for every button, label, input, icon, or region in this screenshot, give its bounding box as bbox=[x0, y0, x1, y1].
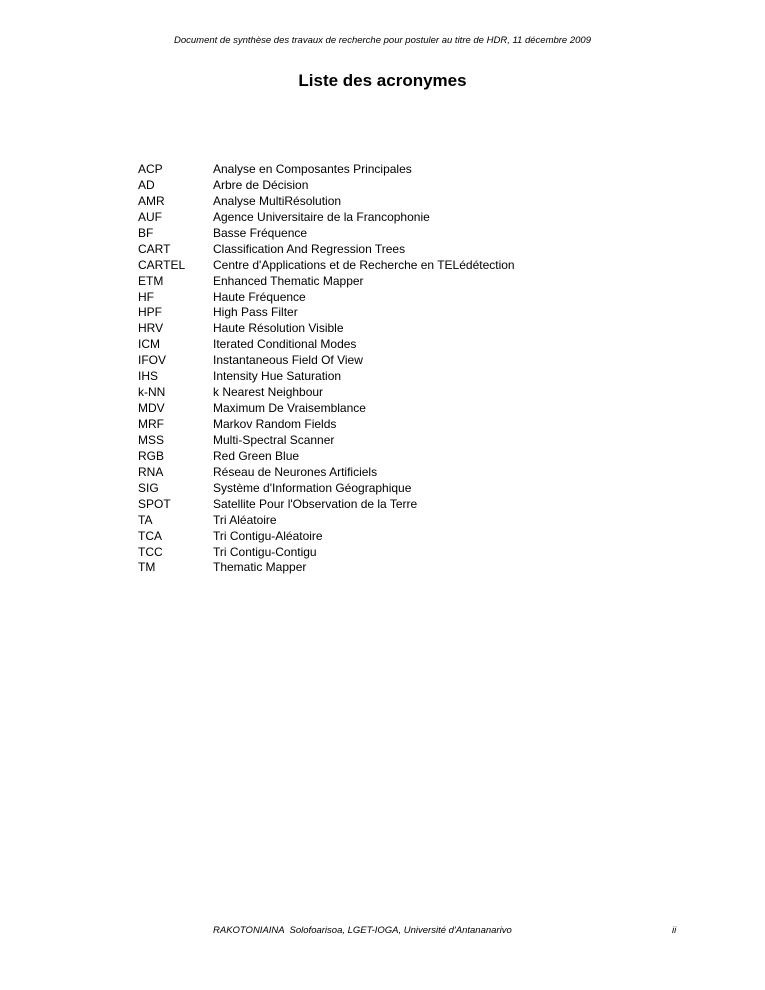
acronym-abbreviation: k-NN bbox=[138, 385, 166, 400]
acronym-abbreviation: RGB bbox=[138, 448, 165, 463]
acronym-definition: Haute Fréquence bbox=[213, 289, 306, 304]
footer-page-number: ii bbox=[672, 925, 677, 936]
acronym-abbreviation: CART bbox=[138, 241, 171, 256]
acronym-abbreviation: IHS bbox=[138, 369, 159, 384]
acronym-definition: Satellite Pour l'Observation de la Terre bbox=[213, 496, 418, 511]
acronym-row bbox=[138, 162, 698, 178]
page-footer bbox=[0, 925, 765, 939]
acronym-definition: Système d'Information Géographique bbox=[213, 480, 412, 495]
acronym-row bbox=[138, 465, 698, 481]
acronym-row bbox=[138, 529, 698, 545]
acronym-row bbox=[138, 274, 698, 290]
acronym-definition: Agence Universitaire de la Francophonie bbox=[213, 209, 430, 224]
acronym-abbreviation: HRV bbox=[138, 321, 164, 336]
acronym-definition: Réseau de Neurones Artificiels bbox=[213, 464, 378, 479]
acronym-abbreviation: HPF bbox=[138, 305, 162, 320]
acronym-definition: Classification And Regression Trees bbox=[213, 241, 406, 256]
acronym-row bbox=[138, 433, 698, 449]
acronym-row bbox=[138, 353, 698, 369]
acronym-row bbox=[138, 242, 698, 258]
acronym-definition: High Pass Filter bbox=[213, 305, 298, 320]
acronym-abbreviation: ACP bbox=[138, 162, 163, 176]
acronym-definition: Analyse en Composantes Principales bbox=[213, 162, 412, 176]
acronym-row bbox=[138, 369, 698, 385]
acronym-definition: Tri Contigu-Contigu bbox=[213, 544, 317, 559]
acronym-definition: Maximum De Vraisemblance bbox=[213, 401, 366, 416]
acronym-abbreviation: TCC bbox=[138, 544, 163, 559]
acronym-abbreviation: MRF bbox=[138, 417, 164, 431]
acronym-row bbox=[138, 226, 698, 242]
acronym-row bbox=[138, 258, 698, 274]
acronym-row bbox=[138, 481, 698, 497]
acronym-abbreviation: IFOV bbox=[138, 353, 167, 368]
acronym-definition: Centre d'Applications et de Recherche en TELédétection bbox=[213, 257, 515, 272]
acronym-abbreviation: MSS bbox=[138, 432, 165, 447]
acronym-row bbox=[138, 497, 698, 513]
acronym-abbreviation: HF bbox=[138, 289, 154, 304]
acronym-row bbox=[138, 513, 698, 529]
acronym-list bbox=[138, 162, 698, 576]
page-header: Document de synthèse des travaux de recherche pour postuler au titre de HDR, 11 décembre 2009 bbox=[173, 35, 591, 46]
acronym-abbreviation: SIG bbox=[138, 480, 159, 495]
acronym-definition: Iterated Conditional Modes bbox=[213, 337, 357, 352]
acronym-abbreviation: SPOT bbox=[138, 496, 171, 511]
acronym-row bbox=[138, 449, 698, 465]
acronym-abbreviation: ICM bbox=[138, 337, 160, 352]
page-title: Liste des acronymes bbox=[298, 71, 467, 90]
acronym-row bbox=[138, 417, 698, 433]
acronym-row bbox=[138, 194, 698, 210]
acronym-abbreviation: AUF bbox=[138, 209, 162, 224]
acronym-definition: Basse Fréquence bbox=[213, 225, 308, 240]
acronym-definition: k Nearest Neighbour bbox=[213, 385, 324, 400]
acronym-abbreviation: CARTEL bbox=[138, 257, 186, 272]
acronym-definition: Arbre de Décision bbox=[213, 177, 309, 192]
acronym-definition: Markov Random Fields bbox=[213, 417, 337, 431]
acronym-row bbox=[138, 210, 698, 226]
acronym-definition: Instantaneous Field Of View bbox=[213, 353, 363, 368]
acronym-abbreviation: AD bbox=[138, 177, 155, 192]
acronym-definition: Tri Aléatoire bbox=[213, 512, 277, 527]
acronym-definition: Red Green Blue bbox=[213, 448, 300, 463]
acronym-abbreviation: MDV bbox=[138, 401, 165, 416]
acronym-abbreviation: TCA bbox=[138, 528, 162, 543]
acronym-row bbox=[138, 337, 698, 353]
acronym-abbreviation: ETM bbox=[138, 273, 164, 288]
acronym-abbreviation: TA bbox=[138, 512, 153, 527]
acronym-row bbox=[138, 290, 698, 306]
acronym-abbreviation: RNA bbox=[138, 464, 164, 479]
acronym-row bbox=[138, 560, 698, 576]
acronym-definition: Thematic Mapper bbox=[213, 560, 307, 575]
acronym-definition: Enhanced Thematic Mapper bbox=[213, 273, 364, 288]
acronym-row bbox=[138, 385, 698, 401]
acronym-abbreviation: BF bbox=[138, 225, 154, 240]
acronym-row bbox=[138, 305, 698, 321]
acronym-definition: Haute Résolution Visible bbox=[213, 321, 344, 336]
acronym-definition: Intensity Hue Saturation bbox=[213, 369, 342, 384]
footer-author: RAKOTONIAINA Solofoarisoa, LGET-IOGA, Université d'Antananarivo bbox=[213, 925, 512, 936]
acronym-definition: Analyse MultiRésolution bbox=[213, 193, 342, 208]
acronym-abbreviation: AMR bbox=[138, 193, 165, 208]
acronym-definition: Tri Contigu-Aléatoire bbox=[213, 528, 323, 543]
acronym-row bbox=[138, 178, 698, 194]
acronym-row bbox=[138, 401, 698, 417]
acronym-abbreviation: TM bbox=[138, 560, 156, 575]
acronym-row bbox=[138, 545, 698, 561]
acronym-definition: Multi-Spectral Scanner bbox=[213, 432, 335, 447]
acronym-row bbox=[138, 321, 698, 337]
